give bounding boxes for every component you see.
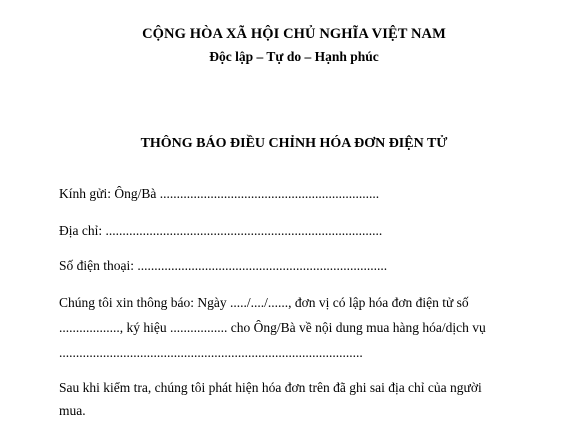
document-title: THÔNG BÁO ĐIỀU CHỈNH HÓA ĐƠN ĐIỆN TỬ: [140, 136, 448, 151]
body-paragraph-line: Chúng tôi xin thông báo: Ngày ...../..../......, đơn vị có lập hóa đơn điện tử số: [59, 295, 469, 310]
phone-line: Số điện thoại: ..........................................................................: [59, 258, 388, 273]
body-paragraph-line: ..........................................................................................: [59, 345, 363, 360]
body-paragraph-line: Sau khi kiểm tra, chúng tôi phát hiện hóa đơn trên đã ghi sai địa chỉ của người: [59, 380, 482, 395]
national-title: CỘNG HÒA XÃ HỘI CHỦ NGHĨA VIỆT NAM: [142, 26, 446, 42]
address-line: Địa chỉ: ..................................................................................: [59, 223, 383, 238]
recipient-line: Kính gửi: Ông/Bà .................................................................: [59, 186, 380, 201]
body-paragraph-line: .................., ký hiệu ................. cho Ông/Bà về nội dung mua hàng hóa/dịch vụ: [59, 320, 486, 335]
national-motto: Độc lập – Tự do – Hạnh phúc: [209, 49, 379, 64]
body-paragraph-line: mua.: [59, 403, 86, 418]
